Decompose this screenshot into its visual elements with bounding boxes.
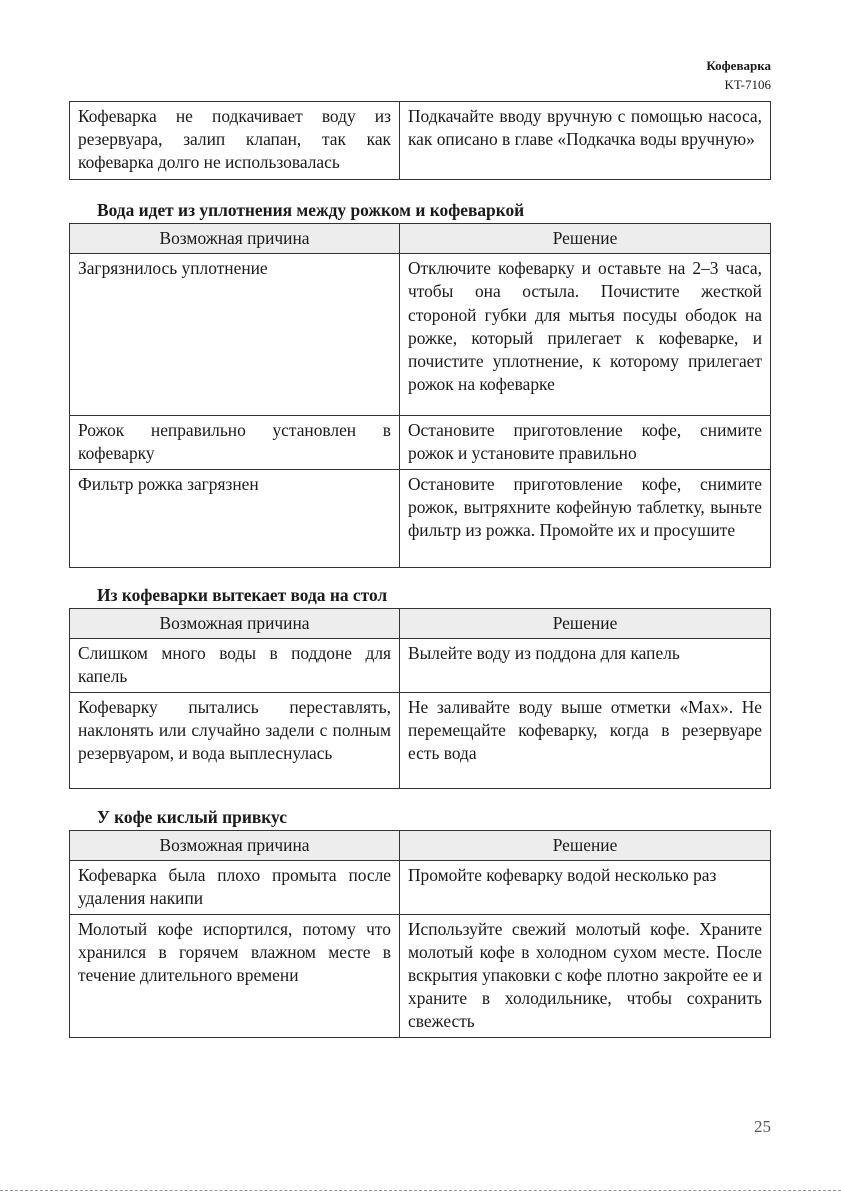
section-heading: Вода идет из уплотнения между рожком и кофеваркой	[97, 200, 525, 220]
column-header-cause: Возможная причина	[70, 224, 400, 254]
scan-edge-divider	[0, 1190, 841, 1191]
table-continued	[69, 101, 771, 180]
table-header-row	[70, 831, 771, 861]
cause-cell: Кофеварку пытались переставлять, наклонять или случайно задели с полным резервуаром, и вода выплеснулась	[70, 692, 400, 788]
cause-cell: Рожок неправильно установлен в кофеварку	[70, 416, 400, 469]
table-header-row	[70, 609, 771, 639]
column-header-cause: Возможная причина	[70, 609, 400, 639]
column-header-solution: Решение	[400, 224, 771, 254]
cause-cell: Кофеварка была плохо промыта после удаления накипи	[70, 861, 400, 914]
cause-cell: Фильтр рожка загрязнен	[70, 469, 400, 567]
solution-cell: Используйте свежий молотый кофе. Храните молотый кофе в холодном сухом месте. После вскрытия упаковки с кофе плотно закройте ее и храните в холодильнике, чтобы сохранить свежесть	[400, 914, 771, 1037]
table-row	[70, 914, 771, 1037]
section-table	[69, 608, 771, 789]
section-table	[69, 223, 771, 568]
table-row	[70, 102, 771, 180]
header-model: KT-7106	[724, 77, 771, 92]
column-header-solution: Решение	[400, 609, 771, 639]
solution-cell: Отключите кофеварку и оставьте на 2–3 часа, чтобы она остыла. Почистите жесткой стороной губки для мытья посуды ободок на рожке, который прилегает к кофеварке, и почистите уплотнение, к которому прилегает рожок на кофеварке	[400, 254, 771, 416]
cause-cell: Загрязнилось уплотнение	[70, 254, 400, 416]
section-table	[69, 830, 771, 1038]
column-header-solution: Решение	[400, 831, 771, 861]
table-header-row	[70, 224, 771, 254]
solution-cell: Промойте кофеварку водой несколько раз	[400, 861, 771, 914]
page-header	[706, 56, 771, 94]
cause-cell: Кофеварка не подкачивает воду из резервуара, залип клапан, так как кофеварка долго не использовалась	[70, 102, 400, 180]
solution-cell: Подкачайте вводу вручную с помощью насоса, как описано в главе «Подкачка воды вручную»	[400, 102, 771, 180]
solution-cell: Не заливайте воду выше отметки «Max». Не перемещайте кофеварку, когда в резервуаре есть вода	[400, 692, 771, 788]
solution-cell: Вылейте воду из поддона для капель	[400, 639, 771, 692]
table-row	[70, 254, 771, 416]
header-product: Кофеварка	[706, 58, 771, 73]
page-number: 25	[754, 1117, 771, 1136]
table-row	[70, 692, 771, 788]
section-heading: У кофе кислый привкус	[97, 807, 287, 827]
column-header-cause: Возможная причина	[70, 831, 400, 861]
table-row	[70, 416, 771, 469]
table-row	[70, 639, 771, 692]
cause-cell: Слишком много воды в поддоне для капель	[70, 639, 400, 692]
solution-cell: Остановите приготовление кофе, снимите рожок и установите правильно	[400, 416, 771, 469]
table-row	[70, 469, 771, 567]
cause-cell: Молотый кофе испортился, потому что хранился в горячем влажном месте в течение длительного времени	[70, 914, 400, 1037]
table-row	[70, 861, 771, 914]
section-heading: Из кофеварки вытекает вода на стол	[97, 585, 388, 605]
solution-cell: Остановите приготовление кофе, снимите рожок, вытряхните кофейную таблетку, выньте фильтр из рожка. Промойте их и просушите	[400, 469, 771, 567]
